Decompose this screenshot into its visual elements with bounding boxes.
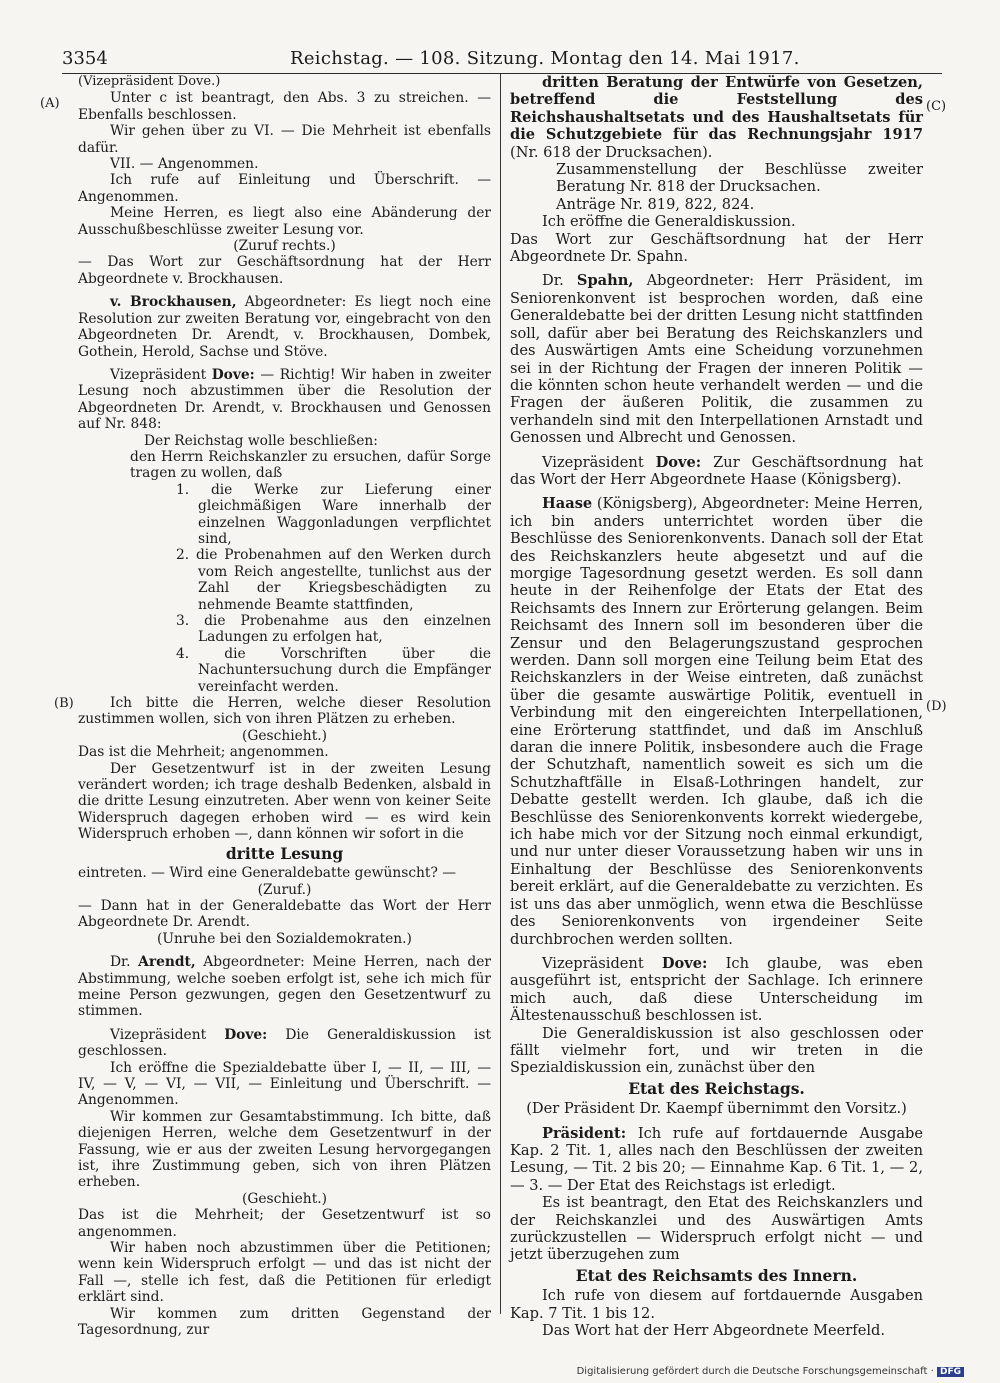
section-heading: Etat des Reichstags. [628, 1078, 805, 1098]
agenda-heading: dritten Beratung der Entwürfe von Gesetzen, betreffend die Feststellung des Reichshaushaltsetats und des Haushaltsetats für die Schutzgebiete für das Rechnungsjahr 1917 [510, 74, 923, 144]
interjection: (Unruhe bei den Sozialdemokraten.) [157, 930, 412, 947]
speech-dove: Vizepräsident Dove: — Richtig! Wir haben in zweiter Lesung noch abzustimmen über die Resolution der Abgeordneten Dr. Arendt, v. Brockhausen und Genossen auf Nr. 848: [78, 366, 491, 433]
interjection: (Zuruf rechts.) [233, 238, 336, 255]
speech-dove: Vizepräsident Dove: Zur Geschäftsordnung hat das Wort der Herr Abgeordnete Haase (Königsberg). [510, 453, 923, 488]
paragraph: Ich rufe auf Einleitung und Überschrift. — Angenommen. [78, 172, 491, 205]
speaker-name: Dove: [224, 1026, 268, 1043]
paragraph: Ich eröffne die Generaldiskussion. [542, 213, 796, 231]
header-title: Reichstag. — 108. Sitzung. Montag den 14. Mai 1917. [290, 48, 800, 69]
paragraph: Wir haben noch abzustimmen über die Petitionen; wenn kein Widerspruch erfolgt — und das ist nicht der Fall —, stelle ich fest, daß die Petitionen für erledigt erklärt sind. [78, 1240, 491, 1306]
resolution-text: den Herrn Reichskanzler zu ersuchen, dafür Sorge tragen zu wollen, daß [130, 448, 491, 482]
digitization-credit: Digitalisierung gefördert durch die Deutsche Forschungsgemeinschaft · DFG [577, 1366, 964, 1377]
speaker-name: Dove: [661, 954, 708, 972]
speaker-name: v. Brockhausen, [110, 294, 237, 311]
paragraph: Wir kommen zur Gesamtabstimmung. Ich bitte, daß diejenigen Herren, welche dem Gesetzentwurf in der Fassung, wie er aus der zweiten Lesung hervorgegangen ist, ihre Zustimmung geben, sich von ihren Plätzen erheben. [78, 1108, 491, 1191]
paragraph: Meine Herren, es liegt also eine Abänderung der Ausschußbeschlüsse zweiter Lesung vor. [78, 205, 491, 238]
speech-dove: Vizepräsident Dove: Ich glaube, was eben ausgeführt ist, entspricht der Sachlage. Ich erinnere mich auch, daß diese Unterscheidung im Ältestenausschuß beschlossen ist. [510, 954, 923, 1025]
column-divider [500, 74, 501, 1314]
right-column [510, 74, 923, 1339]
paragraph: Zusammenstellung der Beschlüsse zweiter Beratung Nr. 818 der Drucksachen. [556, 161, 923, 196]
speaker-label: (Vizepräsident Dove.) [78, 74, 221, 89]
speech-brockhausen: v. Brockhausen, Abgeordneter: Es liegt noch eine Resolution zur zweiten Beratung vor, eingebracht von den Abgeordneten Dr. Arendt, v. Brockhausen, Dombek, Gothein, Herold, Sachse und Stöve. [78, 294, 491, 360]
margin-mark-a: (A) [40, 96, 60, 111]
section-heading: Etat des Reichsamts des Innern. [575, 1265, 858, 1285]
paragraph: Wir gehen über zu VI. — Die Mehrheit ist ebenfalls dafür. [78, 123, 491, 156]
paragraph: Unter c ist beantragt, den Abs. 3 zu streichen. — Ebenfalls beschlossen. [78, 90, 491, 123]
speech-dove: Vizepräsident Dove: Die Generaldiskussion ist geschlossen. [78, 1026, 491, 1060]
margin-mark-c: (C) [926, 99, 947, 114]
paragraph: Das Wort zur Geschäftsordnung hat der Herr Abgeordnete Dr. Spahn. [510, 230, 923, 266]
speaker-name: Präsident: [542, 1124, 627, 1142]
paragraph: Das ist die Mehrheit; angenommen. [78, 744, 329, 761]
dfg-logo: DFG [937, 1367, 964, 1377]
paragraph: Ich rufe von diesem auf fortdauernde Ausgaben Kap. 7 Tit. 1 bis 12. [510, 1287, 923, 1322]
speech-haase: Haase (Königsberg), Abgeordneter: Meine Herren, ich bin anders unterrichtet worden über die Beschlüsse des Seniorenkonvents. Danach soll der Etat des Reichskanzlers heute abgesetzt und auf die morgige Tagesordnung gesetzt werden. Es soll dann heute in der Reihenfolge der Etats der Etat des Reichsamts des Innern zur Erörterung gelangen. Beim Reichsamt des Innern soll im besonderen über die Zensur und den Belagerungszustand gesprochen werden. Dann soll morgen eine Teilung beim Etat des Reichskanzlers in der Weise eintreten, daß zunächst über die gesamte auswärtige Politik, eventuell in Verbindung mit den eingereichten Interpellationen, eine Erörterung stattfindet, und daß im Anschluß daran die innere Politik, insbesondere auch die Frage der Schutzhaft, namentlich soweit es sich um die Schutzhaftfälle in Elsaß-Lothringen handelt, zur Debatte gestellt werden. Ich glaube, daß ich die Beschlüsse des Seniorenkonvents korrekt wiedergebe, ich habe mich vor der Sitzung noch einmal erkundigt, und nur unter dieser Voraussetzung haben wir uns in Einhaltung der Beschlüsse des Seniorenkonvents bereit erklärt, auf die Generaldebatte zu verzichten. Es ist uns das aber unmöglich, wenn etwa die Beschlüsse des Seniorenkonvents von irgendeiner Seite durchbrochen werden sollten. [510, 495, 923, 948]
page-number: 3354 [62, 48, 108, 69]
paragraph: Das Wort hat der Herr Abgeordnete Meerfeld. [542, 1322, 885, 1340]
paragraph: Ich eröffne die Spezialdebatte über I, — II, — III, — IV, — V, — VI, — VII, — Einleitung und Überschrift. — Angenommen. [78, 1059, 491, 1109]
speech-arendt: Dr. Arendt, Abgeordneter: Meine Herren, nach der Abstimmung, welche soeben erfolgt ist, sehe ich mich für meine Person gezwungen, gegen den Gesetzentwurf zu stimmen. [78, 954, 491, 1020]
left-column [78, 74, 491, 1338]
margin-mark-b: (B) [54, 696, 74, 711]
resolution-item: 4. die Vorschriften über die Nachuntersuchung durch die Empfänger vereinfacht werden. [176, 645, 491, 695]
interjection: (Der Präsident Dr. Kaempf übernimmt den Vorsitz.) [526, 1100, 907, 1118]
section-heading: dritte Lesung [225, 843, 344, 863]
paragraph: Ich bitte die Herren, welche dieser Resolution zustimmen wollen, sich von ihren Plätzen zu erheben. [78, 695, 491, 728]
speech-spahn: Dr. Spahn, Abgeordneter: Herr Präsident, im Seniorenkonvent ist besprochen worden, daß eine Generaldebatte bei der dritten Lesung nicht stattfinden soll, dafür aber bei Beratung des Reichskanzlers und des Auswärtigen Amts eine Scheidung vorzunehmen sei in der Richtung der Fragen der inneren Politik — die könnten schon heute verhandelt werden — und die Fragen der äußeren Politik, die zusammen zu verhandeln sind mit den Interpellationen Arnstadt und Genossen und Albrecht und Genossen. [510, 272, 924, 447]
paragraph: VII. — Angenommen. [110, 156, 259, 173]
paragraph: Das ist die Mehrheit; der Gesetzentwurf ist so angenommen. [78, 1207, 491, 1240]
resolution-item: 1. die Werke zur Lieferung einer gleichmäßigen Ware innerhalb der einzelnen Waggonladungen verpflichtet sind, [176, 481, 491, 547]
paragraph: — Dann hat in der Generaldebatte das Wort der Herr Abgeordnete Dr. Arendt. [78, 897, 491, 931]
running-header [0, 42, 1000, 70]
resolution-item: 3. die Probenahme aus den einzelnen Ladungen zu erfolgen hat, [176, 613, 491, 646]
speaker-name: Arendt, [138, 954, 196, 971]
margin-mark-d: (D) [926, 699, 947, 714]
speaker-name: Spahn, [576, 272, 634, 290]
interjection: (Zuruf.) [257, 881, 312, 898]
resolution-item: 2. die Probenahmen auf den Werken durch vom Reich angestellte, tunlichst aus der Zahl der Kriegsbeschädigten zu nehmende Beamte stattfinden, [176, 547, 491, 613]
paragraph: eintreten. — Wird eine Generaldebatte gewünscht? — [78, 865, 457, 882]
agenda-item: dritten Beratung der Entwürfe von Gesetzen, betreffend die Feststellung des Reichshaushaltsetats und des Haushaltsetats für die Schutzgebiete für das Rechnungsjahr 1917 (Nr. 618 der Drucksachen). [510, 74, 923, 161]
interjection: (Geschieht.) [241, 727, 328, 744]
paragraph: Die Generaldiskussion ist also geschlossen oder fällt vielmehr fort, und wir treten in die Spezialdiskussion ein, zunächst über den [510, 1024, 923, 1077]
paragraph: — Das Wort zur Geschäftsordnung hat der Herr Abgeordnete v. Brockhausen. [78, 254, 491, 287]
speech-praesident: Präsident: Ich rufe auf fortdauernde Ausgabe Kap. 2 Tit. 1, alles nach den Beschlüssen der zweiten Lesung, — Tit. 2 bis 20; — Einnahme Kap. 6 Tit. 1, — 2, — 3. — Der Etat des Reichstags ist erledigt. [510, 1124, 923, 1194]
interjection: (Geschieht.) [241, 1190, 328, 1207]
speaker-name: Dove: [211, 366, 255, 383]
paragraph: Anträge Nr. 819, 822, 824. [556, 195, 755, 213]
paragraph: Wir kommen zum dritten Gegenstand der Tagesordnung, zur [78, 1305, 491, 1339]
resolution-intro: Der Reichstag wolle beschließen: [144, 432, 378, 449]
paragraph: Der Gesetzentwurf ist in der zweiten Lesung verändert worden; ich trage deshalb Bedenken, alsbald in die dritte Lesung einzutreten. Aber wenn von keiner Seite Widerspruch dagegen erhoben wird — es wird kein Widerspruch erhoben —, dann können wir sofort in die [78, 760, 491, 843]
speaker-name: Haase [542, 495, 593, 513]
paragraph: Es ist beantragt, den Etat des Reichskanzlers und der Reichskanzlei und des Auswärtigen Amts zurückzustellen — Widerspruch erfolgt nicht — und jetzt überzugehen zum [510, 1194, 923, 1264]
speaker-name: Dove: [655, 453, 702, 471]
